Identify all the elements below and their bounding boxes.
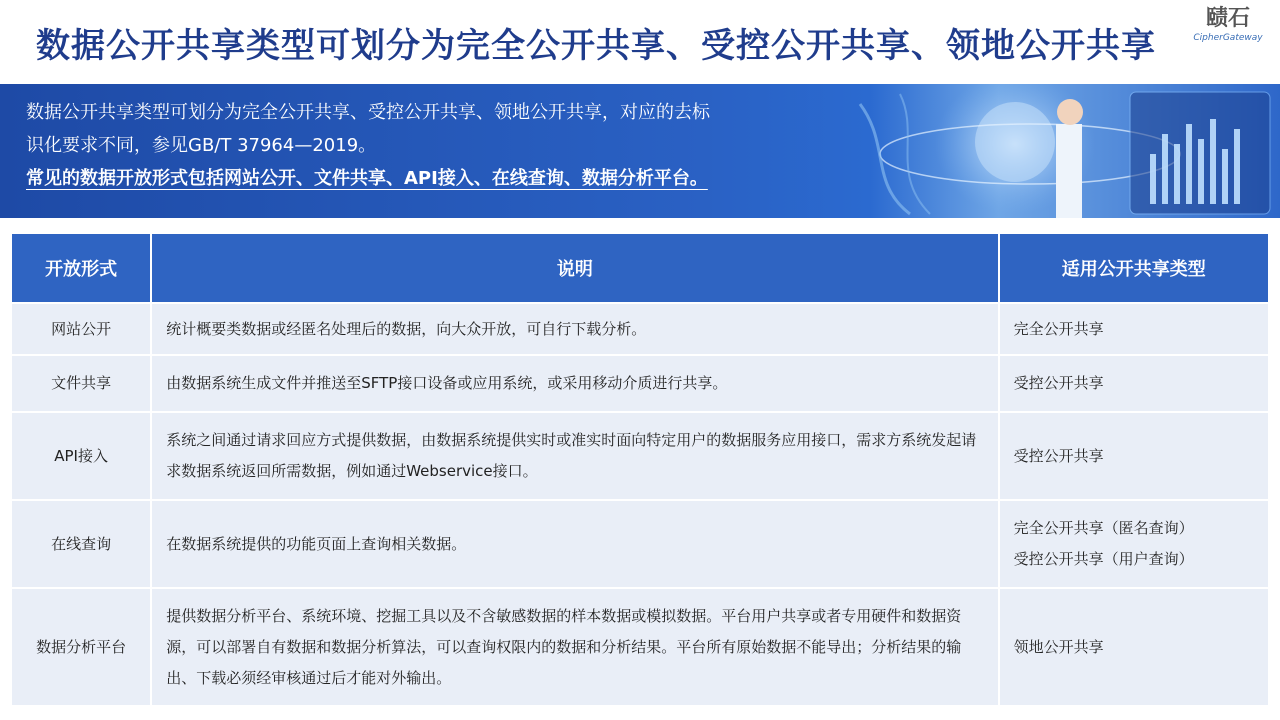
form-cell: API接入 [11,412,151,500]
form-cell: 网站公开 [11,303,151,355]
sharing-type-cell [999,500,1269,588]
form-cell: 文件共享 [11,355,151,412]
description-cell: 统计概要类数据或经匿名处理后的数据，向大众开放，可自行下载分析。 [151,303,998,355]
sharing-type-cell [999,412,1269,500]
banner-text [26,96,846,195]
sharing-type: 受控公开共享 [1013,374,1104,392]
brand-logo [1188,6,1268,50]
sharing-type-cell [999,355,1269,412]
open-forms-table-container [10,232,1270,707]
description-cell: 在数据系统提供的功能页面上查询相关数据。 [151,500,998,588]
banner-line-3: 常见的数据开放形式包括网站公开、文件共享、API接入、在线查询、数据分析平台。 [26,168,708,189]
header-form: 开放形式 [11,233,151,303]
open-forms-table [10,232,1270,707]
intro-banner [0,84,1280,218]
sharing-type: 完全公开共享（匿名查询） [1013,519,1194,537]
header-sharing-type: 适用公开共享类型 [999,233,1269,303]
sharing-type: 完全公开共享 [1013,319,1104,338]
sharing-type-cell [999,303,1269,355]
title-bar [0,0,1280,84]
sharing-type-cell [999,588,1269,706]
description-cell: 提供数据分析平台、系统环境、挖掘工具以及不含敏感数据的样本数据或模拟数据。平台用户共享或者专用硬件和数据资源，可以部署自有数据和数据分析算法，可以查询权限内的数据和分析结果。平台所有原始数据不能导出；分析结果的输出、下载必须经审核通过后才能对外输出。 [151,588,998,706]
header-description: 说明 [151,233,998,303]
banner-line-2: 识化要求不同，参见GB/T 37964—2019。 [26,135,377,156]
description-cell: 系统之间通过请求回应方式提供数据，由数据系统提供实时或准实时面向特定用户的数据服务应用接口，需求方系统发起请求数据系统返回所需数据，例如通过Webservice接口。 [151,412,998,500]
table-row [11,500,1269,588]
form-cell: 在线查询 [11,500,151,588]
banner-line-1: 数据公开共享类型可划分为完全公开共享、受控公开共享、领地公开共享，对应的去标 [26,102,710,123]
logo-english-text: CipherGateway [1193,33,1263,43]
table-header-row [11,233,1269,303]
form-cell: 数据分析平台 [11,588,151,706]
sharing-type: 领地公开共享 [1013,637,1104,656]
table-row [11,412,1269,500]
page-title: 数据公开共享类型可划分为完全公开共享、受控公开共享、领地公开共享 [36,26,1156,66]
table-row [11,355,1269,412]
table-row [11,588,1269,706]
banner-illustration [830,84,1280,218]
description-cell: 由数据系统生成文件并推送至SFTP接口设备或应用系统，或采用移动介质进行共享。 [151,355,998,412]
logo-chinese-text: 赜石 [1205,6,1250,31]
sharing-type: 受控公开共享 [1013,446,1104,465]
sharing-type: 受控公开共享（用户查询） [1013,550,1194,568]
table-row [11,303,1269,355]
